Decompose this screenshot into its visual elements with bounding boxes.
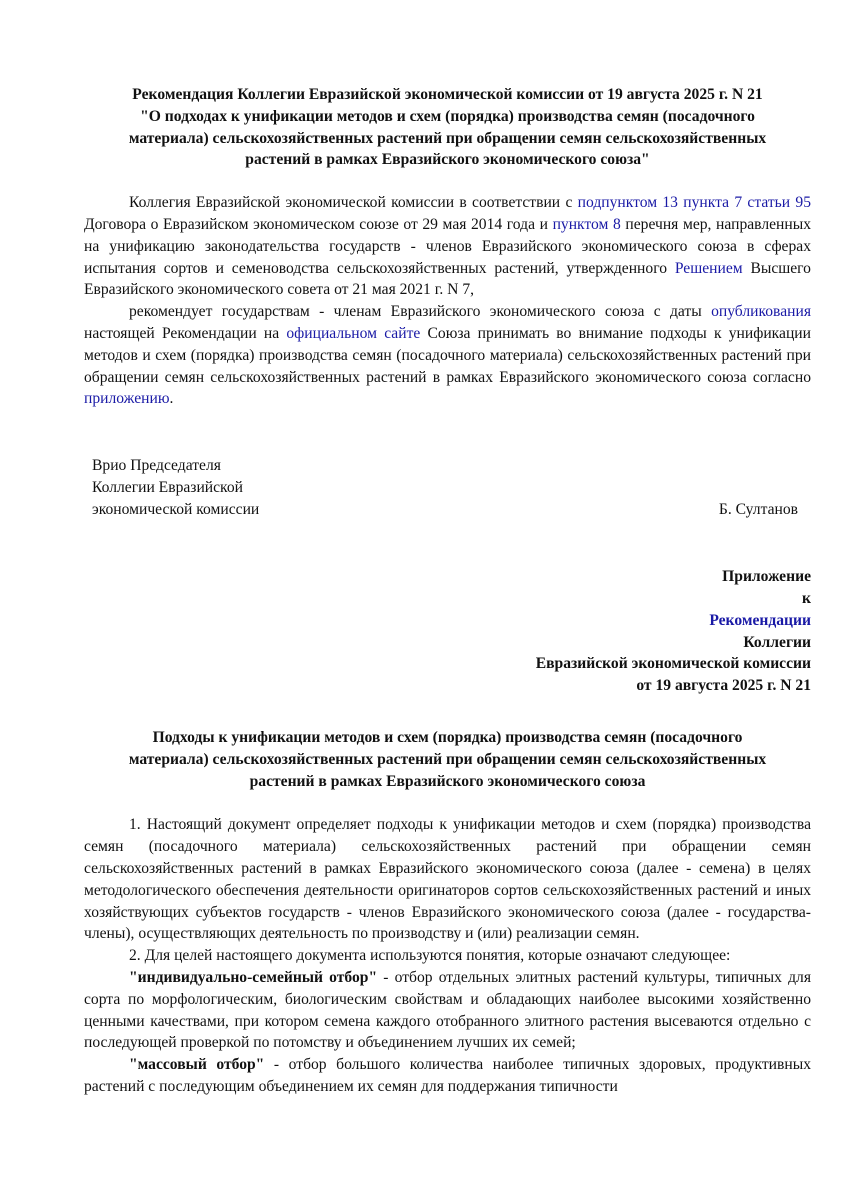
body-paragraph-1: 1. Настоящий документ определяет подходы к унификации методов и схем (порядка) производства семян (посадочного материала) сельскохозяйственных растений при обращении семян сельскохозяйственных растений в рамках Евразийского экономического союза (далее - семена) в целях методологического обеспечения деятельности оригинаторов сортов сельскохозяйственных растений и иных хозяйствующих субъектов государств - членов Евразийского экономического союза (далее - государства-члены), осуществляющих деятельность по производству и (или) реализации семян. (84, 816, 811, 943)
link-recommendation[interactable]: Рекомендации (709, 611, 811, 629)
title-line: растений в рамках Евразийского экономического союза" (245, 151, 650, 169)
body-paragraph-2: 2. Для целей настоящего документа используются понятия, которые означают следующее: (129, 947, 731, 965)
link-point-8[interactable]: пунктом 8 (552, 215, 621, 233)
title-line: "О подходах к унификации методов и схем (порядка) производства семян (посадочного (140, 107, 755, 125)
annex-line: Приложение (722, 568, 811, 586)
link-subparagraph-13[interactable]: подпунктом 13 пункта 7 статьи 95 (577, 194, 811, 212)
recommendation-paragraph: рекомендует государствам - членам Евразийского экономического союза с даты опубликования настоящей Рекомендации на официальном сайте Союза принимать во внимание подходы к унификации методов и схем (порядка) производства семян (посадочного материала) сельскохозяйственных растений при обращении семян сельскохозяйственных растений в рамках Евразийского экономического союза согласно приложению. (84, 303, 811, 408)
signer-name: Б. Султанов (718, 501, 798, 519)
link-annex[interactable]: приложению (84, 390, 170, 408)
annex-line: к Рекомендации Коллегии (709, 589, 811, 651)
link-publication[interactable]: опубликования (711, 303, 811, 321)
document-page (84, 84, 811, 1098)
section-title-line: Подходы к унификации методов и схем (порядка) производства семян (посадочного (152, 728, 743, 746)
signature-line: экономической комиссии (92, 500, 260, 518)
section-title-line: материала) сельскохозяйственных растений при обращении семян сельскохозяйственных (128, 750, 767, 768)
document-title (84, 84, 811, 171)
definition-mass-selection: "массовый отбор" - отбор большого количества наиболее типичных здоровых, продуктивных растений с последующим объединением их семян для поддержания типичности (84, 1056, 812, 1095)
link-decision[interactable]: Решением (674, 259, 743, 277)
preamble-paragraph: Коллегия Евразийской экономической комиссии в соответствии с подпунктом 13 пункта 7 статьи 95 Договора о Евразийском экономическом союзе от 29 мая 2014 года и пунктом 8 перечня мер, направленных на унификацию законодательства государств - членов Евразийского экономического союза в сферах испытания сортов и семеноводства сельскохозяйственных растений, утвержденного Решением Высшего Евразийского экономического совета от 21 мая 2021 г. N 7, (84, 194, 811, 299)
section-title (84, 727, 811, 792)
title-line: материала) сельскохозяйственных растений при обращении семян сельскохозяйственных (128, 129, 767, 147)
signature-line: Коллегии Евразийской (92, 478, 243, 496)
section-title-line: растений в рамках Евразийского экономического союза (249, 772, 646, 790)
signature-line: Врио Председателя (92, 457, 221, 475)
annex-line: Евразийской экономической комиссии (535, 655, 811, 673)
title-line: Рекомендация Коллегии Евразийской экономической комиссии от 19 августа 2025 г. N 21 (132, 86, 763, 103)
definition-term: "массовый отбор" (129, 1056, 265, 1074)
link-official-site[interactable]: официальном сайте (286, 324, 421, 342)
annex-header (84, 566, 811, 697)
annex-line: от 19 августа 2025 г. N 21 (636, 677, 811, 695)
definition-term: "индивидуально-семейный отбор" (129, 968, 378, 986)
definition-individual-family-selection: "индивидуально-семейный отбор" - отбор отдельных элитных растений культуры, типичных для сорта по морфологическим, биологическим свойствам и обладающих наиболее высокими хозяйственно ценными качествами, при котором семена каждого отобранного элитного растения высеваются отдельно с последующей проверкой по потомству и объединением лучших их семей; (84, 968, 811, 1052)
signature-block (84, 455, 811, 521)
